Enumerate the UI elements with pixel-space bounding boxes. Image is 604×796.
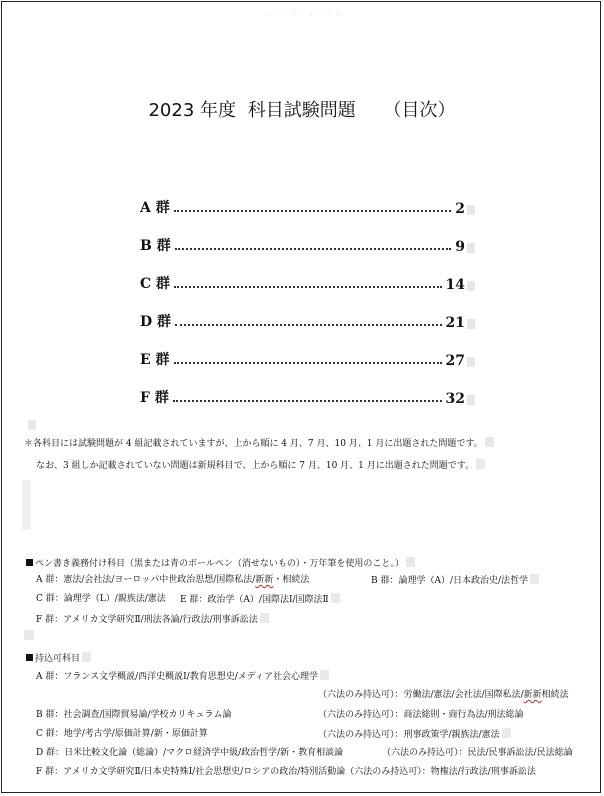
smudge-mark	[530, 574, 539, 584]
toc-row-e[interactable]	[140, 349, 475, 369]
toc-label: F 群	[140, 390, 169, 406]
toc-row-b[interactable]	[140, 235, 475, 255]
group-text-wavy: 新新	[255, 575, 274, 585]
heading-text: 持込可科目	[35, 654, 81, 664]
group-text: A 群：憲法/会社法/ヨーロッパ中世政治思想/国際私法/	[36, 575, 256, 585]
carry-section-heading	[26, 652, 91, 665]
toc-label: A 群	[140, 200, 170, 216]
pen-group-f	[36, 613, 269, 626]
smudge-mark	[502, 728, 511, 738]
toc-page-number: 9	[455, 239, 465, 255]
carry-group-a	[36, 670, 329, 683]
smudge-mark	[406, 557, 415, 567]
smudge-mark	[331, 593, 340, 603]
smudge-mark	[260, 613, 269, 623]
toc-label: C 群	[140, 276, 171, 292]
margin-mark	[24, 630, 34, 640]
toc-page-number: 32	[445, 391, 465, 407]
title-part2: 科目試験問題	[247, 100, 356, 121]
group-text: （六法のみ持込可）：民法/民事訴訟法/民法総論	[382, 748, 573, 758]
toc-label: D 群	[140, 314, 172, 330]
note-text: ＊各科目には試験問題が 4 組記載されていますが、上から順に 4 月、7 月、10 月、1 月に出題された問題です。	[24, 439, 483, 449]
pen-section-heading	[26, 557, 415, 570]
toc-row-d[interactable]	[140, 311, 475, 331]
group-text: （六法のみ持込可）：刑事政策学/親族法/憲法	[318, 730, 500, 740]
smudge-mark	[467, 281, 475, 291]
toc-page-number: 2	[455, 201, 465, 217]
smudge-mark	[467, 357, 475, 367]
pen-group-c	[36, 593, 166, 605]
toc-leader-dots	[173, 400, 442, 402]
toc-row-f[interactable]	[140, 387, 475, 407]
toc-label: B 群	[140, 238, 171, 254]
square-bullet-icon	[26, 654, 33, 661]
toc-row-a[interactable]	[140, 197, 475, 217]
carry-group-b-note	[318, 709, 524, 721]
smudge-mark	[485, 437, 494, 447]
heading-text: ペン書き義務付け科目（黒または青のボールペン（消せないもの）・万年筆を使用のこと。）	[35, 559, 404, 569]
carry-group-c	[36, 728, 208, 740]
toc-label: E 群	[140, 352, 170, 368]
square-bullet-icon	[26, 559, 33, 566]
smudge-mark	[467, 205, 475, 215]
title-year: 2023	[148, 100, 195, 121]
toc-leader-dots	[175, 248, 452, 250]
carry-group-f	[36, 766, 536, 778]
group-text: C 群：論理学（L）/親族法/憲法	[36, 594, 166, 604]
carry-group-b	[36, 709, 231, 721]
group-text: ・相続法	[273, 575, 310, 585]
toc-page-number: 14	[445, 277, 465, 293]
smudge-mark	[467, 319, 475, 329]
pen-group-a	[36, 574, 309, 586]
smudge-mark	[467, 395, 475, 405]
note-line-1	[24, 437, 494, 450]
toc-leader-dots	[174, 210, 452, 212]
carry-group-c-note	[318, 728, 511, 741]
margin-mark	[22, 480, 31, 530]
carry-group-d-note	[382, 747, 573, 759]
title-part1: 年度	[200, 100, 237, 121]
title-part3: （目次）	[383, 100, 456, 121]
toc-leader-dots	[174, 286, 441, 288]
group-text: F 群：アメリカ文学研究Ⅱ/刑法各論/行政法/刑事訴訟法	[36, 615, 258, 625]
group-text: C 群：地学/考古学/原価計算/新・原価計算	[36, 729, 208, 739]
smudge-mark	[467, 243, 475, 253]
carry-group-a-note	[318, 689, 569, 701]
pen-group-e	[180, 593, 340, 606]
group-text: A 群：フランス文学概説/西洋史概説Ⅰ/教育思想史/メディア社会心理学	[36, 672, 319, 682]
carry-group-d	[36, 747, 343, 759]
group-text: E 群：政治学（A）/国際法Ⅰ/国際法Ⅱ	[180, 595, 329, 605]
group-text: （六法のみ持込可）：労働法/憲法/会社法/国際私法/	[318, 690, 524, 700]
note-text: なお、3 組しか記載されていない問題は新規科目で、上から順に 7 月、10 月、1 月に出題された問題です。	[36, 461, 475, 471]
group-text: （六法のみ持込可）：商法総則・商行為法/刑法総論	[318, 710, 524, 720]
group-text: 相続法	[541, 690, 569, 700]
smudge-mark	[476, 459, 485, 469]
pen-group-b	[371, 574, 539, 587]
group-text-wavy: 新新	[523, 690, 542, 700]
toc-page-number: 27	[445, 353, 465, 369]
toc-page-number: 21	[445, 315, 465, 331]
smudge-mark	[320, 670, 329, 680]
header-mark: · · · · · · · · ·	[268, 11, 340, 19]
page-title	[0, 96, 604, 122]
group-text: D 群：日米比較文化論（総論）/マクロ経済学中級/政治哲学/新・教育相談論	[36, 748, 344, 758]
smudge-mark	[82, 652, 91, 662]
group-text: B 群：社会調査/国際貿易論/学校カリキュラム論	[36, 710, 232, 720]
margin-mark	[28, 420, 36, 430]
toc-row-c[interactable]	[140, 273, 475, 293]
note-line-2	[36, 459, 485, 472]
group-text: F 群：アメリカ文学研究Ⅱ/日本史特殊Ⅰ/社会思想史/ロシアの政治/特別活動論（六法のみ持込可）：物権法/行政法/刑事訴訟法	[36, 767, 536, 777]
toc-leader-dots	[175, 324, 442, 326]
group-text: B 群：論理学（A）/日本政治史/法哲学	[371, 576, 529, 586]
toc-leader-dots	[174, 362, 442, 364]
